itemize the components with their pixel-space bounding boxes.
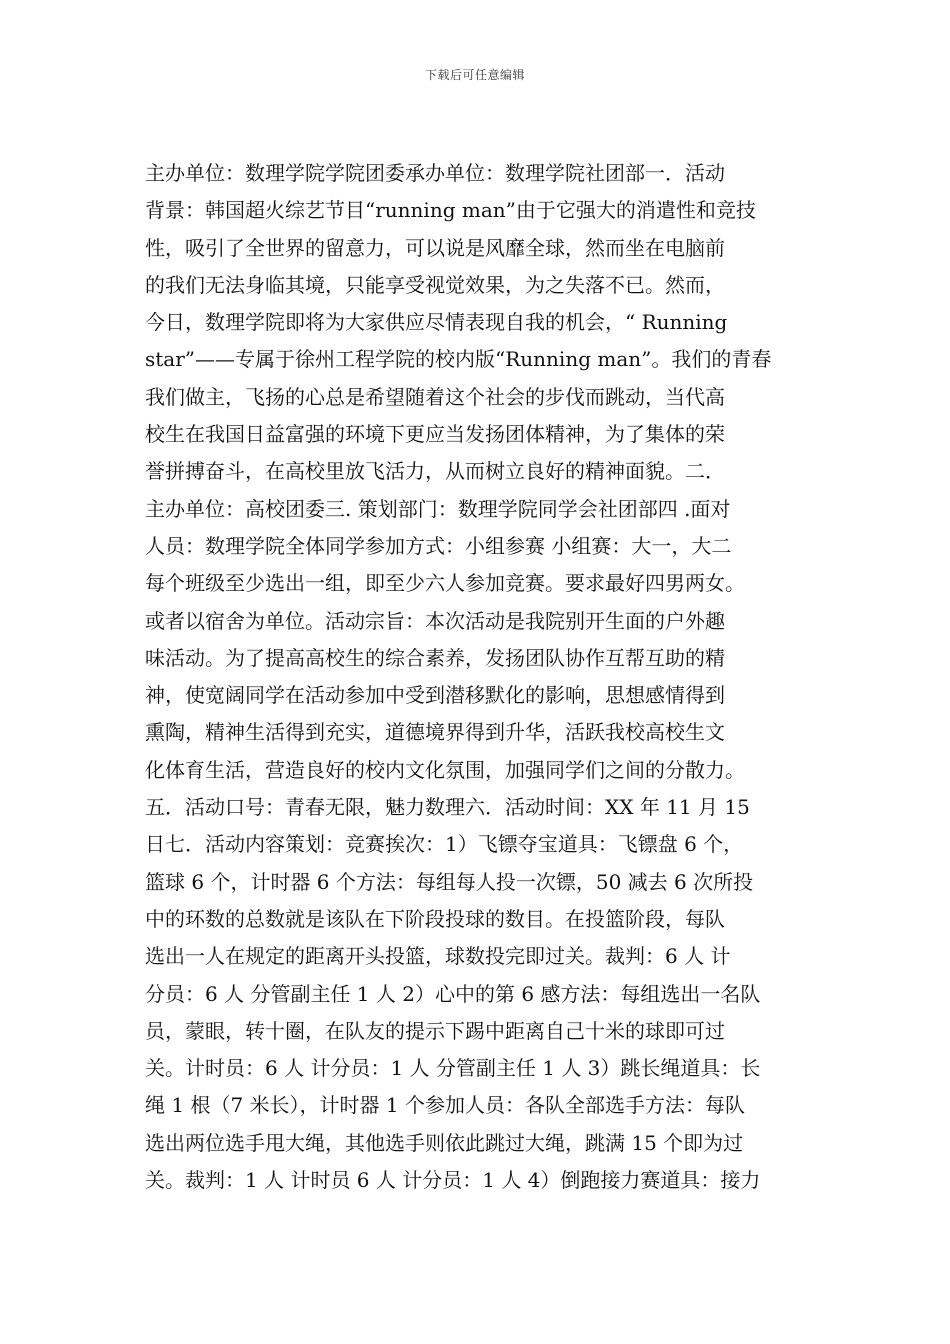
document-body xyxy=(145,155,809,1199)
paragraph-line: 的我们无法身临其境，只能享受视觉效果，为之失落不已。然而， xyxy=(145,272,725,297)
paragraph-line: 主办单位：高校团委三. 策划部门：数理学院同学会社团部四 .面对 xyxy=(145,496,731,521)
paragraph-line: 性，吸引了全世界的留意力，可以说是风靡全球，然而坐在电脑前 xyxy=(145,235,725,260)
paragraph-line: 誉拼搏奋斗，在高校里放飞活力，从而树立良好的精神面貌。二． xyxy=(145,459,725,484)
paragraph-line: 人员：数理学院全体同学参加方式：小组参赛 小组赛：大一，大二 xyxy=(145,533,732,558)
paragraph-line: 绳 1 根（7 米长），计时器 1 个参加人员：各队全部选手方法：每队 xyxy=(145,1093,745,1118)
paragraph-line: 或者以宿舍为单位。活动宗旨：本次活动是我院别开生面的户外趣 xyxy=(145,608,725,633)
paragraph-line: 主办单位：数理学院学院团委承办单位：数理学院社团部一．活动 xyxy=(145,161,725,185)
paragraph-line: 今日，数理学院即将为大家供应尽情表现自我的机会，“ Running xyxy=(145,310,728,335)
paragraph-line: 我们做主，飞扬的心总是希望随着这个社会的步伐而跳动，当代高 xyxy=(145,384,725,409)
paragraph-line: 篮球 6 个，计时器 6 个方法：每组每人投一次镖，50 减去 6 次所投 xyxy=(145,869,754,894)
paragraph-line: 熏陶，精神生活得到充实，道德境界得到升华，活跃我校高校生文 xyxy=(145,720,725,745)
paragraph-line: 每个班级至少选出一组，即至少六人参加竞赛。要求最好四男两女。 xyxy=(145,571,745,596)
paragraph-line: 关。计时员：6 人 计分员：1 人 分管副主任 1 人 3）跳长绳道具：长 xyxy=(145,1056,761,1081)
paragraph-line: 员，蒙眼，转十圈，在队友的提示下踢中距离自己十米的球即可过 xyxy=(145,1018,725,1043)
paragraph-line: 日七．活动内容策划：竞赛挨次：1）飞镖夺宝道具：飞镖盘 6 个， xyxy=(145,832,744,857)
paragraph-line: 中的环数的总数就是该队在下阶段投球的数目。在投篮阶段，每队 xyxy=(145,906,725,931)
paragraph-line: 关。裁判：1 人 计时员 6 人 计分员：1 人 4）倒跑接力赛道具：接力 xyxy=(145,1168,761,1193)
paragraph-line: 分员：6 人 分管副主任 1 人 2）心中的第 6 感方法：每组选出一名队 xyxy=(145,981,761,1006)
paragraph-line: 背景：韩国超火综艺节目“running man”由于它强大的消遣性和竞技 xyxy=(145,198,756,223)
paragraph-line: 化体育生活，营造良好的校内文化氛围，加强同学们之间的分散力。 xyxy=(145,757,745,782)
paragraph-line: 选出两位选手甩大绳，其他选手则依此跳过大绳，跳满 15 个即为过 xyxy=(145,1130,744,1155)
paragraph-line: 神，使宽阔同学在活动参加中受到潜移默化的影响，思想感情得到 xyxy=(145,683,725,708)
paragraph-line: 五．活动口号：青春无限，魅力数理六．活动时间：XX 年 11 月 15 xyxy=(145,795,750,820)
paragraph-line: 选出一人在规定的距离开头投篮，球数投完即过关。裁判：6 人 计 xyxy=(145,944,731,969)
paragraph-line: 校生在我国日益富强的环境下更应当发扬团体精神，为了集体的荣 xyxy=(145,422,725,447)
paragraph-line: 味活动。为了提高高校生的综合素养，发扬团队协作互帮互助的精 xyxy=(145,645,725,670)
paragraph-line: star”——专属于徐州工程学院的校内版“Running man”。我们的青春 xyxy=(145,347,772,372)
page-header: 下载后可任意编辑 xyxy=(424,68,525,82)
